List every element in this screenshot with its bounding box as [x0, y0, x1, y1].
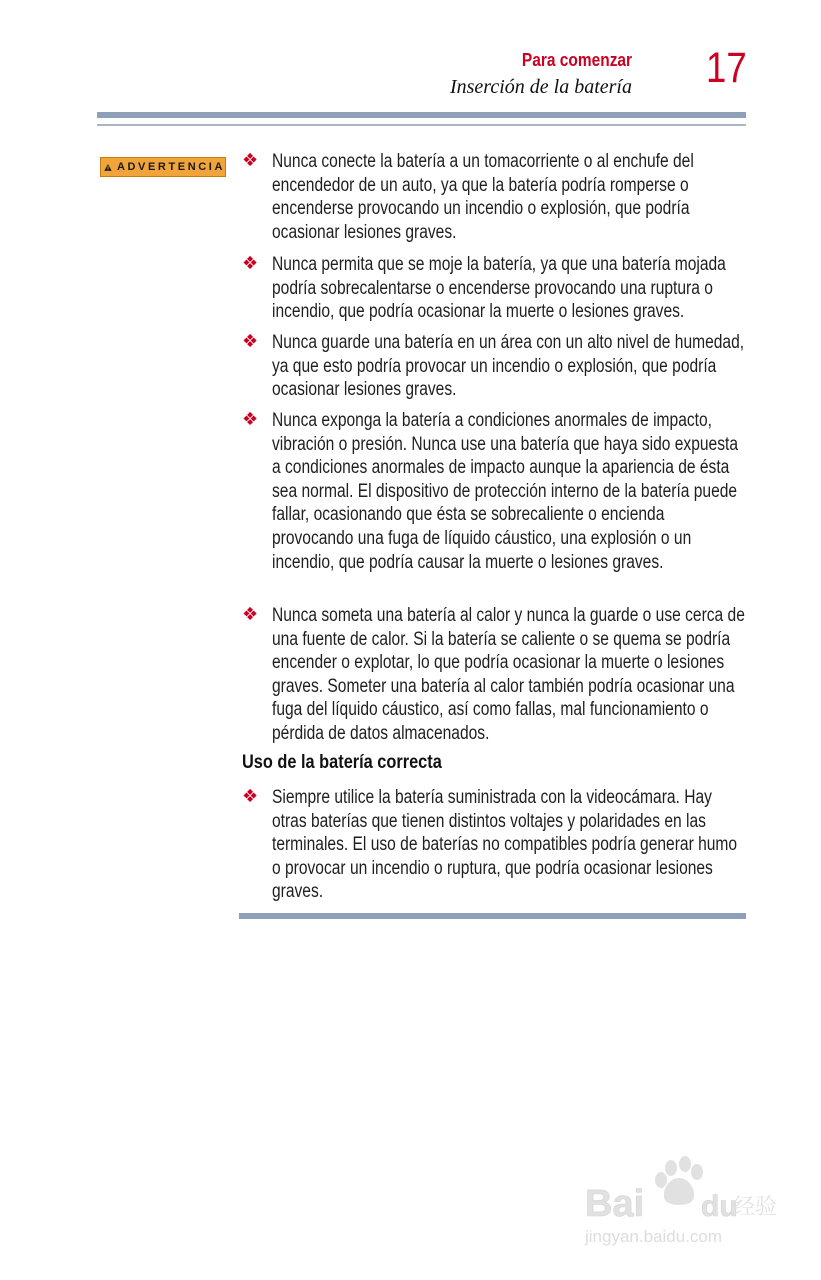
warning-triangle-icon: [104, 161, 112, 174]
svg-text:Bai: Bai: [585, 1183, 645, 1225]
warning-bullet-1: [242, 150, 752, 244]
warning-bullet-4: [242, 409, 752, 574]
top-rule: [97, 112, 746, 118]
section-title: Para comenzar: [521, 50, 632, 70]
subsection-title: Inserción de la batería: [449, 76, 632, 98]
bullet-diamond-icon: ❖: [242, 409, 259, 430]
bullet-text: Nunca exponga la batería a condiciones anormales de impacto, vibración o presión. Nunca use una batería que haya sido expuesta a condiciones anormales de impacto aunque la apariencia de ésta sea normal. El dispositivo de protección interno de la batería puede fallar, ocasionando que ésta se sobrecaliente o encienda provocando una fuga de líquido cáustico, una explosión o un incendio, que podría causar la muerte o lesiones graves.: [272, 410, 738, 573]
svg-text:jingyan.baidu.com: jingyan.baidu.com: [585, 1227, 723, 1246]
bullet-diamond-icon: ❖: [242, 331, 259, 352]
bullet-diamond-icon: ❖: [242, 150, 259, 171]
bullet-diamond-icon: ❖: [242, 253, 259, 274]
bottom-rule: [239, 913, 746, 919]
warning-bullet-3: [242, 331, 752, 402]
baidu-watermark-logo: [583, 1156, 779, 1252]
bullet-text: Nunca guarde una batería en un área con un alto nivel de humedad, ya que esto podría provocar un incendio o explosión, que podría ocasionar lesiones graves.: [272, 332, 745, 401]
svg-text:经验: 经验: [733, 1195, 778, 1220]
top-rule-thin: [97, 124, 746, 126]
warning-bullet-5: [242, 604, 752, 746]
bullet-diamond-icon: ❖: [242, 786, 259, 807]
section-heading: Uso de la batería correcta: [242, 752, 442, 773]
bullet-text: Siempre utilice la batería suministrada con la videocámara. Hay otras baterías que tienen distintos voltajes y polaridades en las terminales. El uso de baterías no compatibles podría generar humo o provocar un incendio o ruptura, que podría ocasionar lesiones graves.: [272, 787, 738, 903]
warning-badge: [100, 157, 226, 177]
section-bullet-1: [242, 786, 752, 904]
bullet-diamond-icon: ❖: [242, 604, 259, 625]
bullet-text: Nunca conecte la batería a un tomacorriente o al enchufe del encendedor de un auto, ya que la batería podría romperse o encenderse provocando un incendio o explosión, que podría ocasionar lesiones graves.: [272, 151, 694, 243]
svg-text:du: du: [701, 1190, 738, 1223]
warning-bullet-2: [242, 253, 752, 324]
page-number: 17: [706, 44, 747, 92]
bullet-text: Nunca permita que se moje la batería, ya que una batería mojada podría sobrecalentarse o encenderse provocando una ruptura o incendio, que podría ocasionar la muerte o lesiones graves.: [272, 254, 726, 323]
bullet-text: Nunca someta una batería al calor y nunca la guarde o use cerca de una fuente de calor. Si la batería se caliente o se quema se podría encender o explotar, lo que podría ocasionar la muerte o lesiones graves. Someter una batería al calor también podría ocasionar una fuga del líquido cáustico, así como fallas, mal funcionamiento o pérdida de datos almacenados.: [272, 605, 745, 744]
warning-label: ADVERTENCIA: [116, 161, 225, 173]
